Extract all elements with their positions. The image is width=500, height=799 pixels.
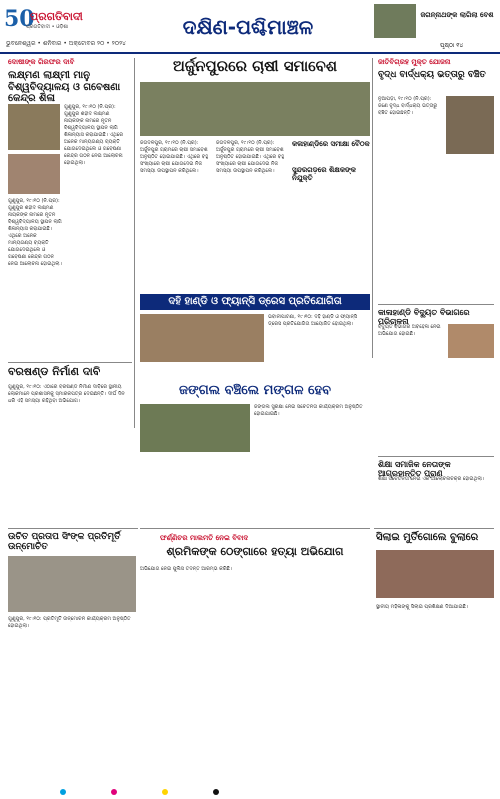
- center-photo: [140, 82, 370, 136]
- center-sub-2: ସୁନ୍ଦରଗଡ଼ରେ ଶିକ୍ଷକଙ୍କ ନିଯୁକ୍ତି: [292, 166, 356, 183]
- right-rule-1: [378, 304, 494, 305]
- right-headline-4: ସିଲାଇ ମୁର୍ତିଗୋଲେ ବୁଲାରେ: [376, 532, 479, 543]
- yellow-dot: [162, 789, 168, 795]
- registration-marks: [40, 780, 460, 788]
- col-divider-1: [134, 58, 135, 428]
- left-body: ଗୁଣୁପୁର, ୧୯।୧୦ (ନି.ପ୍ର): ଗୁଣୁପୁର ଶହୀଦ ଲକ୍ଷ୍ମଣ ନାୟକଙ୍କ ନାମରେ ନୂତନ ବିଶ୍ୱବିଦ୍ୟାଳୟ ସ୍ଥାପନ ଲାଗି ଶିଳାନ୍ୟାସ କରାଯାଇଛି। ଏଥିରେ ଅନେକ ମାନ୍ୟଗଣ୍ୟ ବ୍ୟକ୍ତି ଯୋଗଦେଇଥିଲେ ଓ ଗବେଷଣା କେନ୍ଦ୍ର ଗଠନ ନେଇ ଆଲୋଚନା ହୋଇଥିଲା।: [64, 104, 124, 166]
- center-body-4: ଅଭିଯୋଗ ନେଇ ପୁଲିସ ତଦନ୍ତ ଆରମ୍ଭ କରିଛି।: [140, 566, 233, 572]
- right-body-3: ଶିକ୍ଷା ସଚେତନତା ନେଇ ଏକ ଆଲୋଚନାଚକ୍ର ହୋଇଥିଲା।: [378, 476, 485, 482]
- left-body-a: ଗୁଣୁପୁର, ୧୯।୧୦ (ନି.ପ୍ର): ଗୁଣୁପୁର ଶହୀଦ ଲକ୍ଷ୍ମଣ ନାୟକଙ୍କ ନାମରେ ନୂତନ ବିଶ୍ୱବିଦ୍ୟାଳୟ ସ୍ଥାପନ ଲାଗି ଶିଳାନ୍ୟାସ କରାଯାଇଛି। ଏଥିରେ ଅନେକ ମାନ୍ୟଗଣ୍ୟ ବ୍ୟକ୍ତି ଯୋଗଦେଇଥିଲେ ଓ ଗବେଷଣା କେନ୍ଦ୍ର ଗଠନ ନେଇ ଆଲୋଚନା ହୋଇଥିଲା।: [8, 198, 62, 267]
- col-divider-2: [372, 58, 373, 358]
- right-body-4: ସ୍ଥାନୀୟ ମହିଳାଙ୍କୁ ସିଲାଇ ପ୍ରଶିକ୍ଷଣ ଦିଆଯାଇଛି।: [376, 604, 469, 610]
- logo-sub: ପ୍ରଗତିବାଦୀ • ଓଡ଼ିଶା: [26, 24, 69, 30]
- left-body-2: ଗୁଣୁପୁର, ୧୯।୧୦: ଏଠାରେ ବରଷଣ୍ଡ ନିର୍ମାଣ ଦାବିରେ ସ୍ଥାନୀୟ ଲୋକମାନେ ପ୍ରଶାସନକୁ ସ୍ମାରକପତ୍ର ଦେଇଛନ୍ତି। ଦୀର୍ଘ ଦିନ ଧରି ଏହି ସମସ୍ୟା ରହିଥିବା ଅଭିଯୋଗ।: [8, 384, 125, 404]
- left-photo-2: [8, 154, 60, 194]
- right-photo-1: [446, 96, 494, 154]
- logo-name: ପ୍ରଗତିବାଦୀ: [30, 10, 83, 23]
- center-headline-4: ଶ୍ରମିକଙ୍କ ଠେଙ୍ଗାରେ ହତ୍ୟା ଅଭିଯୋଗ: [166, 545, 344, 558]
- left-headline-2: ବରଷଣ୍ଡ ନିର୍ମାଣ ଦାବି: [8, 365, 101, 378]
- right-kicker: ଜାତିବିଗ୍ରହ ମୁକ୍ତ ଯୋଜନା: [378, 58, 451, 66]
- box-caption: ଜଗନ୍ନାଥଙ୍କ ଲାଗିଲା ବେଶ: [420, 11, 494, 19]
- center-photo-2: [140, 404, 250, 452]
- center-body: ଜଗଦଳପୁର, ୧୯।୧୦ (ନି.ପ୍ର): ଅର୍ଜୁନପୁର ଗ୍ରାମରେ ଚାଷୀ ସମାବେଶ ଅନୁଷ୍ଠିତ ହୋଇଯାଇଛି। ଏଥିରେ ବହୁ ସଂଖ୍ୟାରେ ଚାଷୀ ଯୋଗଦେଇ ନିଜ ସମସ୍ୟା ଉପସ୍ଥାପନ କରିଥିଲେ।: [140, 140, 209, 174]
- center-band-body: ଭବାନୀପାଟଣା, ୧୯।୧୦: ଦହି ହାଣ୍ଡି ଓ ଫ୍ୟାନ୍ସି ଡ୍ରେସ ପ୍ରତିଯୋଗିତା ଆୟୋଜିତ ହୋଇଥିଲା।: [268, 314, 358, 327]
- bottom-left-photo: [8, 556, 136, 612]
- dateline: ଭୁବନେଶ୍ୱର • ଶନିବାର • ଅକ୍ଟୋବର ୨୦ • ୨୦୨୪: [6, 40, 126, 47]
- right-photo-3: [376, 550, 494, 598]
- logo-number: 50: [4, 6, 35, 32]
- center-body-3: ଜଙ୍ଗଲ ସୁରକ୍ଷା ନେଇ ସଚେତନତା କାର୍ଯ୍ୟକ୍ରମ ଅନୁଷ୍ଠିତ ହୋଇଯାଇଛି।: [254, 404, 363, 417]
- center-headline: ଅର୍ଜୁନପୁରରେ ଚାଷୀ ସମାବେଶ: [172, 57, 338, 75]
- right-body: ନୁଆପଡ଼ା, ୧୯।୧୦ (ନି.ପ୍ର): ଜଣେ ବୃଦ୍ଧ ବାର୍ଦ୍ଧକ୍ୟ ଭତ୍ତାରୁ ବଞ୍ଚିତ ହୋଇଛନ୍ତି।: [378, 96, 438, 116]
- black-dot: [213, 789, 219, 795]
- left-photo-1: [8, 104, 60, 150]
- bottom-left-body: ଗୁଣୁପୁର, ୧୯।୧୦: ପ୍ରତିମୂର୍ତି ଉନ୍ମୋଚନ କାର୍ଯ୍ୟକ୍ରମ ଅନୁଷ୍ଠିତ ହୋଇଥିଲା।: [8, 616, 131, 629]
- left-headline: ଲକ୍ଷ୍ମଣ ଲାକ୍ଷ୍ମୀ ମାନୁ ବିଶ୍ୱବିଦ୍ୟାଳୟ ଓ ଗବେଷଣା କେନ୍ଦ୍ର ଶିଳା: [8, 70, 121, 104]
- center-body-b: ଜଗଦଳପୁର, ୧୯।୧୦ (ନି.ପ୍ର): ଅର୍ଜୁନପୁର ଗ୍ରାମରେ ଚାଷୀ ସମାବେଶ ଅନୁଷ୍ଠିତ ହୋଇଯାଇଛି। ଏଥିରେ ବହୁ ସଂଖ୍ୟାରେ ଚାଷୀ ଯୋଗଦେଇ ନିଜ ସମସ୍ୟା ଉପସ୍ଥାପନ କରିଥିଲେ।: [216, 140, 285, 174]
- right-headline-3: ଶିକ୍ଷା ସମାଜିକ ନେତାଙ୍କ ଆଗ୍ରହାନ୍ତିତ ପ୍ରାଣ: [378, 460, 451, 479]
- center-band-photo: [140, 314, 264, 362]
- center-rule: [140, 528, 370, 529]
- cyan-dot: [60, 789, 66, 795]
- section-title: ଦକ୍ଷିଣ-ପଶ୍ଚିମାଞ୍ଚଳ: [182, 15, 314, 39]
- right-body-2: ବିଦ୍ୟୁତ ବିଭାଗର ଅବହେଳା ନେଇ ଅଭିଯୋଗ ହୋଇଛି।: [378, 324, 441, 337]
- left-rule: [8, 362, 132, 363]
- center-sub-3: ଫର୍ଣ୍ଣିଚର ମାଲମତି ନେଇ ବିବାଦ: [160, 534, 249, 542]
- right-headline: ବୃଦ୍ଧ ବାର୍ଦ୍ଧକ୍ୟ ଭତ୍ତାରୁ ବଞ୍ଚିତ: [378, 70, 486, 80]
- right-headline-2: କାଳାହାଣ୍ଡି ବିଦ୍ୟୁତ ବିଭାଗରେ ପରିଚାଳନା: [378, 308, 470, 327]
- center-band-headline: ଦହି ହାଣ୍ଡି ଓ ଫ୍ୟାନ୍ସି ଡ୍ରେସ ପ୍ରତିଯୋଗିତା: [140, 294, 370, 310]
- center-sub-1: କଳାହାଣ୍ଡିରେ ସମୀକ୍ଷା ବୈଠକ: [292, 140, 370, 148]
- bottom-left-headline: ଉଚିତ ପ୍ରତାପ ସିଂଙ୍କ ପ୍ରତିମୂର୍ତି ଉନ୍ମୋଚିତ: [8, 532, 121, 553]
- left-kicker: ଦୋଷୀଙ୍କ ଗିରଫର ଦାବି: [8, 58, 75, 66]
- right-rule-2: [378, 456, 494, 457]
- page-number: ପୃଷ୍ଠା ୧୪: [440, 42, 464, 49]
- right-rule-3: [374, 528, 494, 529]
- masthead-photo: [374, 4, 416, 38]
- top-rule: [0, 52, 500, 54]
- magenta-dot: [111, 789, 117, 795]
- bottom-left-rule: [8, 528, 138, 529]
- center-kicker-2: ଜଙ୍ଗଲ ବଞ୍ଚିଲେ ମଙ୍ଗଳ ହେବ: [179, 383, 331, 398]
- right-photo-2: [448, 324, 494, 358]
